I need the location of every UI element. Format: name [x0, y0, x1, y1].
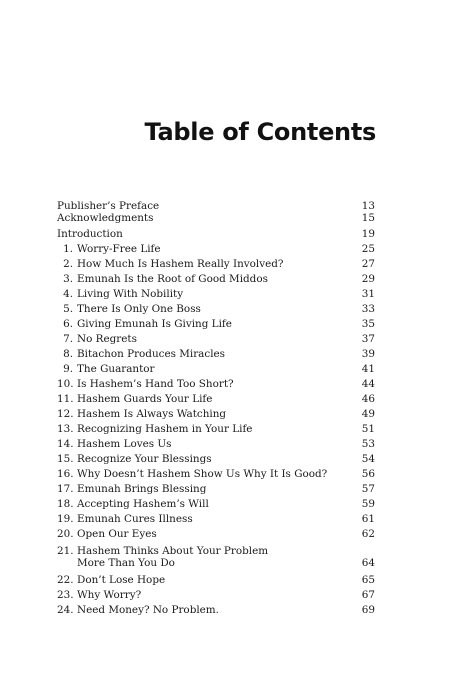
toc-entry-page: 13 — [361, 200, 375, 212]
toc-entry-number: 23. — [57, 589, 74, 601]
toc-entry-title: Open Our Eyes — [77, 528, 157, 540]
toc-entry-number: 3. — [63, 273, 73, 285]
toc-entry-number: 8. — [63, 348, 73, 360]
toc-entry-title: Hashem Loves Us — [77, 438, 172, 450]
toc-entry-title: Recognize Your Blessings — [77, 453, 212, 465]
toc-entry-page: 15 — [361, 212, 375, 224]
toc-entry-page: 61 — [361, 513, 375, 525]
toc-entry-label — [57, 200, 159, 212]
toc-entry-page: 39 — [361, 348, 375, 360]
toc-entry-label — [57, 212, 153, 224]
toc-entry — [57, 303, 375, 316]
toc-entry-label — [57, 453, 212, 465]
toc-entry-page: 46 — [361, 393, 375, 405]
toc-entry-page: 65 — [361, 574, 375, 586]
toc-entry-label — [57, 408, 226, 420]
toc-entry-page: 51 — [361, 423, 375, 435]
toc-entry-label — [57, 574, 165, 586]
toc-entry-number: 1. — [63, 243, 73, 255]
toc-entry-label — [57, 438, 172, 450]
toc-entry — [57, 545, 375, 571]
toc-entry-label — [57, 378, 234, 390]
toc-entry-page: 25 — [361, 243, 375, 255]
toc-entry-label — [57, 318, 232, 330]
toc-entry-title: Acknowledgments — [57, 212, 154, 224]
toc-entry-number: 21. — [57, 545, 74, 557]
toc-entry-page: 54 — [361, 453, 375, 465]
toc-entry — [57, 423, 375, 436]
toc-entry — [57, 288, 375, 301]
toc-entry-number: 11. — [57, 393, 74, 405]
toc-entry-title: Emunah Is the Root of Good Middos — [77, 273, 268, 285]
toc-entry-title: Worry-Free Life — [77, 243, 161, 255]
toc-entry-title: Introduction — [57, 228, 123, 240]
toc-entry-title: Living With Nobility — [77, 288, 184, 300]
toc-entry-page: 67 — [361, 589, 375, 601]
toc-entry — [57, 393, 375, 406]
toc-entry-title: Hashem Is Always Watching — [77, 408, 227, 420]
toc-entry — [57, 212, 375, 225]
toc-entry — [57, 528, 375, 541]
toc-entry-number: 17. — [57, 483, 74, 495]
toc-entry-number: 12. — [57, 408, 74, 420]
toc-entry-label — [57, 483, 206, 495]
toc-entry — [57, 438, 375, 451]
toc-entry-page: 33 — [361, 303, 375, 315]
toc-entry-page: 56 — [361, 468, 375, 480]
toc-entry-number: 7. — [63, 333, 73, 345]
toc-entry-number: 24. — [57, 604, 74, 616]
toc-entry — [57, 453, 375, 466]
toc-entry — [57, 513, 375, 526]
toc-entry-label — [57, 393, 212, 405]
toc-entry-title: Why Doesn’t Hashem Show Us Why It Is Good? — [77, 468, 328, 480]
toc-entry-page: 29 — [361, 273, 375, 285]
toc-entry — [57, 574, 375, 587]
toc-entry-title: Bitachon Produces Miracles — [77, 348, 226, 360]
toc-entry-title: Recognizing Hashem in Your Life — [77, 423, 253, 435]
toc-entry — [57, 318, 375, 331]
toc-entry-label — [57, 273, 268, 285]
toc-entry-number: 19. — [57, 513, 74, 525]
toc-entry-title: Accepting Hashem’s Will — [77, 498, 209, 510]
toc-entry-page: 59 — [361, 498, 375, 510]
toc-entry-title: Publisher’s Preface — [57, 200, 160, 212]
toc-entry-label — [57, 528, 157, 540]
toc-entry-page: 35 — [361, 318, 375, 330]
toc-entry-label — [57, 604, 219, 616]
toc-entry-title: The Guarantor — [77, 363, 155, 375]
toc-entry-number: 16. — [57, 468, 74, 480]
toc-entry-label — [57, 423, 252, 435]
toc-entry-number: 13. — [57, 423, 74, 435]
toc-entry-number: 14. — [57, 438, 74, 450]
toc-entry-page: 49 — [361, 408, 375, 420]
toc-entry-label — [57, 303, 201, 315]
toc-entry — [57, 498, 375, 511]
toc-entry — [57, 333, 375, 346]
toc-entry-page: 69 — [361, 604, 375, 616]
toc-entry-title: There Is Only One Boss — [77, 303, 201, 315]
toc-entry-page: 53 — [361, 438, 375, 450]
toc-entry-title: Emunah Cures Illness — [77, 513, 193, 525]
toc-entry-title: Hashem Guards Your Life — [77, 393, 213, 405]
toc-entry-title: How Much Is Hashem Really Involved? — [77, 258, 284, 270]
toc-entry — [57, 273, 375, 286]
toc-entry-label — [57, 288, 183, 300]
toc-entry-label — [57, 348, 225, 360]
toc-entry-title-continued: More Than You Do — [77, 557, 175, 569]
toc-entry-title: No Regrets — [77, 333, 137, 345]
toc-entry — [57, 348, 375, 361]
toc-entry-title: Why Worry? — [77, 589, 142, 601]
toc-entry-page: 31 — [361, 288, 375, 300]
toc-entry-page: 37 — [361, 333, 375, 345]
toc-entry — [57, 378, 375, 391]
toc-entry-number: 10. — [57, 378, 74, 390]
toc-entry-label — [57, 468, 327, 480]
toc-entry — [57, 483, 375, 496]
toc-entry-label — [57, 545, 268, 557]
toc-entry-number: 2. — [63, 258, 73, 270]
page-title: Table of Contents — [144, 118, 376, 146]
toc-entry-number: 5. — [63, 303, 73, 315]
toc-entry-title: Don’t Lose Hope — [77, 574, 166, 586]
toc-entry — [57, 408, 375, 421]
toc-entry-label — [57, 513, 193, 525]
toc-entry-title: Is Hashem’s Hand Too Short? — [77, 378, 234, 390]
toc-entry-title: Need Money? No Problem. — [77, 604, 219, 616]
toc-entry-title: Giving Emunah Is Giving Life — [77, 318, 232, 330]
toc-entry — [57, 243, 375, 256]
toc-entry-number: 22. — [57, 574, 74, 586]
toc-entry-page: 44 — [361, 378, 375, 390]
toc-entry-page: 19 — [361, 228, 375, 240]
toc-entry-page: 41 — [361, 363, 375, 375]
toc-entry-number: 9. — [63, 363, 73, 375]
toc-entry — [57, 363, 375, 376]
toc-entry-number: 18. — [57, 498, 74, 510]
toc-entry — [57, 589, 375, 602]
toc-entry — [57, 258, 375, 271]
toc-entry-number: 6. — [63, 318, 73, 330]
toc-entry — [57, 604, 375, 617]
toc-entry-page: 27 — [361, 258, 375, 270]
toc-entry-page: 62 — [361, 528, 375, 540]
toc-entry-number: 20. — [57, 528, 74, 540]
toc-entry-number: 4. — [63, 288, 73, 300]
toc-entry — [57, 468, 375, 481]
toc-entry-number: 15. — [57, 453, 74, 465]
toc-entry-label — [57, 498, 209, 510]
toc-entry-label — [57, 363, 155, 375]
toc-entry-label — [57, 258, 283, 270]
toc-entry-label — [57, 243, 161, 255]
toc-entry-title: Hashem Thinks About Your Problem — [77, 545, 269, 557]
toc-entry — [57, 228, 375, 241]
toc-entry-page: 57 — [361, 483, 375, 495]
toc-entry-page: 64 — [361, 557, 375, 569]
toc-entry-label — [57, 589, 141, 601]
toc-entry-label — [57, 228, 123, 240]
toc-entry-title: Emunah Brings Blessing — [77, 483, 207, 495]
toc-entry-label — [57, 333, 137, 345]
